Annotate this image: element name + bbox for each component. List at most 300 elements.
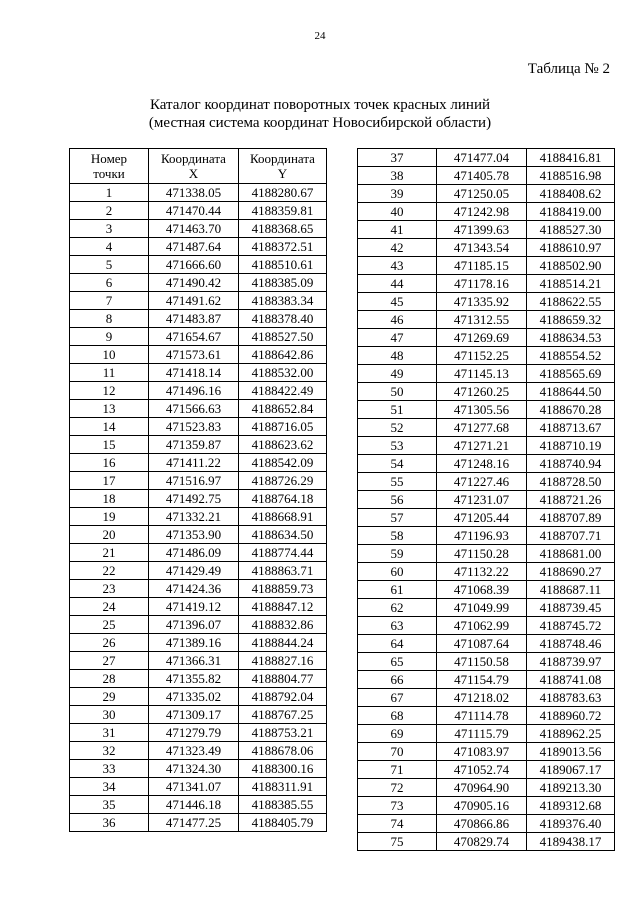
cell-coordinate-y: 4188859.73 xyxy=(239,580,327,598)
cell-coordinate-x: 471150.58 xyxy=(437,653,527,671)
table-row xyxy=(358,401,615,419)
table-row xyxy=(70,310,327,328)
cell-coordinate-x: 471205.44 xyxy=(437,509,527,527)
cell-point-number: 41 xyxy=(358,221,437,239)
cell-point-number: 63 xyxy=(358,617,437,635)
table-row xyxy=(70,328,327,346)
cell-coordinate-y: 4188687.11 xyxy=(527,581,615,599)
cell-coordinate-x: 471277.68 xyxy=(437,419,527,437)
cell-coordinate-y: 4188372.51 xyxy=(239,238,327,256)
cell-coordinate-y: 4189438.17 xyxy=(527,833,615,851)
cell-coordinate-y: 4188690.27 xyxy=(527,563,615,581)
cell-coordinate-y: 4188610.97 xyxy=(527,239,615,257)
cell-coordinate-x: 470866.86 xyxy=(437,815,527,833)
cell-coordinate-x: 471114.78 xyxy=(437,707,527,725)
cell-coordinate-y: 4188716.05 xyxy=(239,418,327,436)
cell-coordinate-x: 471335.02 xyxy=(149,688,239,706)
table-row xyxy=(358,329,615,347)
cell-point-number: 26 xyxy=(70,634,149,652)
cell-point-number: 10 xyxy=(70,346,149,364)
cell-coordinate-y: 4188623.62 xyxy=(239,436,327,454)
cell-coordinate-x: 471399.63 xyxy=(437,221,527,239)
cell-point-number: 23 xyxy=(70,580,149,598)
cell-coordinate-x: 471341.07 xyxy=(149,778,239,796)
cell-coordinate-x: 471389.16 xyxy=(149,634,239,652)
table-row xyxy=(70,814,327,832)
cell-coordinate-y: 4188960.72 xyxy=(527,707,615,725)
cell-coordinate-x: 471242.98 xyxy=(437,203,527,221)
table-row xyxy=(70,400,327,418)
cell-point-number: 28 xyxy=(70,670,149,688)
cell-coordinate-x: 470905.16 xyxy=(437,797,527,815)
cell-coordinate-y: 4188670.28 xyxy=(527,401,615,419)
cell-point-number: 40 xyxy=(358,203,437,221)
cell-coordinate-x: 471573.61 xyxy=(149,346,239,364)
table-row xyxy=(358,275,615,293)
table-row xyxy=(358,563,615,581)
table-row xyxy=(358,761,615,779)
cell-point-number: 61 xyxy=(358,581,437,599)
table-row xyxy=(70,436,327,454)
table-label: Таблица № 2 xyxy=(527,61,610,77)
cell-point-number: 75 xyxy=(358,833,437,851)
table-row xyxy=(70,778,327,796)
cell-coordinate-x: 470964.90 xyxy=(437,779,527,797)
table-row xyxy=(70,526,327,544)
cell-coordinate-y: 4188527.30 xyxy=(527,221,615,239)
cell-point-number: 27 xyxy=(70,652,149,670)
table-row xyxy=(358,437,615,455)
cell-coordinate-x: 470829.74 xyxy=(437,833,527,851)
cell-point-number: 62 xyxy=(358,599,437,617)
cell-coordinate-y: 4188385.55 xyxy=(239,796,327,814)
cell-point-number: 31 xyxy=(70,724,149,742)
cell-point-number: 59 xyxy=(358,545,437,563)
cell-coordinate-x: 471666.60 xyxy=(149,256,239,274)
cell-coordinate-y: 4188532.00 xyxy=(239,364,327,382)
cell-coordinate-x: 471470.44 xyxy=(149,202,239,220)
table-row xyxy=(70,580,327,598)
cell-coordinate-x: 471516.97 xyxy=(149,472,239,490)
table-row xyxy=(358,311,615,329)
table-row xyxy=(70,742,327,760)
cell-point-number: 22 xyxy=(70,562,149,580)
cell-point-number: 42 xyxy=(358,239,437,257)
cell-coordinate-y: 4188422.49 xyxy=(239,382,327,400)
cell-coordinate-y: 4188659.32 xyxy=(527,311,615,329)
table-row xyxy=(358,383,615,401)
table-row xyxy=(70,274,327,292)
cell-coordinate-x: 471309.17 xyxy=(149,706,239,724)
table-row xyxy=(358,455,615,473)
table-row xyxy=(358,365,615,383)
table-row xyxy=(70,706,327,724)
document-title xyxy=(0,96,640,132)
cell-coordinate-y: 4188792.04 xyxy=(239,688,327,706)
table-row xyxy=(70,346,327,364)
table-row xyxy=(70,796,327,814)
cell-coordinate-x: 471154.79 xyxy=(437,671,527,689)
cell-coordinate-x: 471231.07 xyxy=(437,491,527,509)
cell-point-number: 46 xyxy=(358,311,437,329)
cell-coordinate-x: 471405.78 xyxy=(437,167,527,185)
cell-coordinate-x: 471115.79 xyxy=(437,725,527,743)
cell-coordinate-y: 4188741.08 xyxy=(527,671,615,689)
cell-coordinate-y: 4188565.69 xyxy=(527,365,615,383)
table-row xyxy=(70,562,327,580)
cell-coordinate-y: 4188832.86 xyxy=(239,616,327,634)
cell-point-number: 52 xyxy=(358,419,437,437)
cell-coordinate-y: 4188844.24 xyxy=(239,634,327,652)
cell-coordinate-x: 471496.16 xyxy=(149,382,239,400)
cell-point-number: 51 xyxy=(358,401,437,419)
cell-point-number: 39 xyxy=(358,185,437,203)
cell-coordinate-x: 471305.56 xyxy=(437,401,527,419)
cell-point-number: 50 xyxy=(358,383,437,401)
cell-point-number: 29 xyxy=(70,688,149,706)
table-row xyxy=(70,670,327,688)
cell-point-number: 32 xyxy=(70,742,149,760)
cell-coordinate-x: 471196.93 xyxy=(437,527,527,545)
page-number: 24 xyxy=(314,30,326,42)
header-coordinate-x xyxy=(149,149,239,184)
table-row xyxy=(70,184,327,202)
cell-point-number: 21 xyxy=(70,544,149,562)
table-row xyxy=(358,293,615,311)
cell-coordinate-y: 4188405.79 xyxy=(239,814,327,832)
cell-coordinate-y: 4188740.94 xyxy=(527,455,615,473)
cell-coordinate-y: 4189067.17 xyxy=(527,761,615,779)
cell-point-number: 4 xyxy=(70,238,149,256)
cell-point-number: 20 xyxy=(70,526,149,544)
cell-coordinate-x: 471271.21 xyxy=(437,437,527,455)
cell-coordinate-y: 4188728.50 xyxy=(527,473,615,491)
cell-point-number: 65 xyxy=(358,653,437,671)
cell-point-number: 53 xyxy=(358,437,437,455)
cell-coordinate-y: 4188502.90 xyxy=(527,257,615,275)
cell-coordinate-x: 471312.55 xyxy=(437,311,527,329)
cell-coordinate-y: 4189213.30 xyxy=(527,779,615,797)
cell-point-number: 16 xyxy=(70,454,149,472)
cell-coordinate-y: 4188739.97 xyxy=(527,653,615,671)
cell-coordinate-y: 4188644.50 xyxy=(527,383,615,401)
cell-coordinate-y: 4188634.50 xyxy=(239,526,327,544)
cell-coordinate-y: 4188416.81 xyxy=(527,149,615,167)
cell-point-number: 36 xyxy=(70,814,149,832)
title-line-2: (местная система координат Новосибирской области) xyxy=(148,115,492,131)
header-y-line-2: Y xyxy=(277,166,288,181)
cell-coordinate-x: 471052.74 xyxy=(437,761,527,779)
cell-point-number: 1 xyxy=(70,184,149,202)
cell-coordinate-y: 4188767.25 xyxy=(239,706,327,724)
cell-point-number: 48 xyxy=(358,347,437,365)
cell-coordinate-x: 471424.36 xyxy=(149,580,239,598)
cell-coordinate-x: 471323.49 xyxy=(149,742,239,760)
cell-coordinate-y: 4188642.86 xyxy=(239,346,327,364)
cell-coordinate-y: 4188359.81 xyxy=(239,202,327,220)
table-row xyxy=(358,779,615,797)
cell-point-number: 43 xyxy=(358,257,437,275)
table-row xyxy=(70,724,327,742)
cell-coordinate-y: 4188804.77 xyxy=(239,670,327,688)
cell-coordinate-y: 4188774.44 xyxy=(239,544,327,562)
cell-coordinate-y: 4188783.63 xyxy=(527,689,615,707)
cell-coordinate-x: 471062.99 xyxy=(437,617,527,635)
header-coordinate-y xyxy=(239,149,327,184)
cell-coordinate-x: 471260.25 xyxy=(437,383,527,401)
cell-coordinate-y: 4188827.16 xyxy=(239,652,327,670)
table-row xyxy=(358,743,615,761)
header-x-line-1: Координата xyxy=(161,151,226,166)
table-row xyxy=(358,239,615,257)
cell-coordinate-y: 4188280.67 xyxy=(239,184,327,202)
cell-coordinate-y: 4188542.09 xyxy=(239,454,327,472)
cell-coordinate-y: 4188863.71 xyxy=(239,562,327,580)
cell-coordinate-x: 471250.05 xyxy=(437,185,527,203)
cell-point-number: 57 xyxy=(358,509,437,527)
table-row xyxy=(70,382,327,400)
cell-point-number: 37 xyxy=(358,149,437,167)
cell-coordinate-x: 471411.22 xyxy=(149,454,239,472)
table-row xyxy=(70,292,327,310)
cell-point-number: 12 xyxy=(70,382,149,400)
cell-point-number: 25 xyxy=(70,616,149,634)
cell-coordinate-x: 471185.15 xyxy=(437,257,527,275)
cell-point-number: 17 xyxy=(70,472,149,490)
cell-coordinate-x: 471269.69 xyxy=(437,329,527,347)
table-row xyxy=(358,167,615,185)
table-row xyxy=(70,688,327,706)
table-row xyxy=(70,544,327,562)
cell-coordinate-y: 4188668.91 xyxy=(239,508,327,526)
cell-coordinate-y: 4189013.56 xyxy=(527,743,615,761)
cell-coordinate-x: 471463.70 xyxy=(149,220,239,238)
cell-point-number: 14 xyxy=(70,418,149,436)
cell-point-number: 74 xyxy=(358,815,437,833)
cell-point-number: 18 xyxy=(70,490,149,508)
table-row xyxy=(358,221,615,239)
cell-coordinate-x: 471486.09 xyxy=(149,544,239,562)
cell-coordinate-x: 471355.82 xyxy=(149,670,239,688)
table-row xyxy=(70,652,327,670)
table-row xyxy=(358,347,615,365)
table-row xyxy=(358,509,615,527)
title-line-1: Каталог координат поворотных точек красных линий xyxy=(149,97,491,113)
cell-point-number: 64 xyxy=(358,635,437,653)
header-point-number xyxy=(70,149,149,184)
table-row xyxy=(358,149,615,167)
cell-coordinate-x: 471523.83 xyxy=(149,418,239,436)
cell-point-number: 3 xyxy=(70,220,149,238)
cell-coordinate-y: 4188753.21 xyxy=(239,724,327,742)
cell-coordinate-y: 4188516.98 xyxy=(527,167,615,185)
cell-point-number: 49 xyxy=(358,365,437,383)
cell-point-number: 54 xyxy=(358,455,437,473)
cell-coordinate-y: 4188527.50 xyxy=(239,328,327,346)
cell-point-number: 55 xyxy=(358,473,437,491)
table-row xyxy=(358,545,615,563)
cell-coordinate-y: 4188622.55 xyxy=(527,293,615,311)
cell-coordinate-x: 471429.49 xyxy=(149,562,239,580)
cell-point-number: 72 xyxy=(358,779,437,797)
cell-coordinate-x: 471279.79 xyxy=(149,724,239,742)
cell-coordinate-x: 471366.31 xyxy=(149,652,239,670)
cell-point-number: 73 xyxy=(358,797,437,815)
cell-point-number: 30 xyxy=(70,706,149,724)
cell-point-number: 9 xyxy=(70,328,149,346)
cell-point-number: 6 xyxy=(70,274,149,292)
cell-coordinate-x: 471218.02 xyxy=(437,689,527,707)
cell-coordinate-y: 4188368.65 xyxy=(239,220,327,238)
table-row xyxy=(70,508,327,526)
table-row xyxy=(358,617,615,635)
cell-point-number: 71 xyxy=(358,761,437,779)
cell-coordinate-y: 4188764.18 xyxy=(239,490,327,508)
coordinates-table-right xyxy=(357,148,615,851)
cell-coordinate-x: 471343.54 xyxy=(437,239,527,257)
table-row xyxy=(70,202,327,220)
table-row xyxy=(70,364,327,382)
cell-coordinate-y: 4188554.52 xyxy=(527,347,615,365)
cell-point-number: 35 xyxy=(70,796,149,814)
table-row xyxy=(70,634,327,652)
cell-coordinate-x: 471477.25 xyxy=(149,814,239,832)
cell-point-number: 56 xyxy=(358,491,437,509)
cell-point-number: 66 xyxy=(358,671,437,689)
cell-point-number: 2 xyxy=(70,202,149,220)
cell-point-number: 8 xyxy=(70,310,149,328)
cell-coordinate-x: 471332.21 xyxy=(149,508,239,526)
cell-point-number: 70 xyxy=(358,743,437,761)
table-row xyxy=(358,473,615,491)
cell-point-number: 11 xyxy=(70,364,149,382)
table-row xyxy=(358,689,615,707)
cell-coordinate-y: 4189376.40 xyxy=(527,815,615,833)
cell-coordinate-y: 4188739.45 xyxy=(527,599,615,617)
table-header-row xyxy=(70,149,327,184)
cell-point-number: 33 xyxy=(70,760,149,778)
cell-coordinate-y: 4188681.00 xyxy=(527,545,615,563)
cell-point-number: 15 xyxy=(70,436,149,454)
cell-coordinate-y: 4188713.67 xyxy=(527,419,615,437)
cell-coordinate-y: 4188726.29 xyxy=(239,472,327,490)
cell-coordinate-x: 471145.13 xyxy=(437,365,527,383)
cell-coordinate-y: 4188748.46 xyxy=(527,635,615,653)
cell-point-number: 47 xyxy=(358,329,437,347)
table-row xyxy=(358,419,615,437)
cell-point-number: 7 xyxy=(70,292,149,310)
cell-coordinate-x: 471446.18 xyxy=(149,796,239,814)
header-y-line-1: Координата xyxy=(250,151,315,166)
table-row xyxy=(358,815,615,833)
cell-coordinate-x: 471049.99 xyxy=(437,599,527,617)
cell-point-number: 13 xyxy=(70,400,149,418)
cell-point-number: 19 xyxy=(70,508,149,526)
cell-coordinate-x: 471359.87 xyxy=(149,436,239,454)
cell-coordinate-y: 4188300.16 xyxy=(239,760,327,778)
cell-coordinate-x: 471083.97 xyxy=(437,743,527,761)
cell-coordinate-x: 471566.63 xyxy=(149,400,239,418)
table-row xyxy=(358,599,615,617)
coordinates-table-left xyxy=(69,148,327,832)
table-row xyxy=(358,635,615,653)
cell-coordinate-y: 4188311.91 xyxy=(239,778,327,796)
cell-coordinate-x: 471654.67 xyxy=(149,328,239,346)
table-row xyxy=(358,491,615,509)
cell-point-number: 67 xyxy=(358,689,437,707)
cell-coordinate-y: 4188678.06 xyxy=(239,742,327,760)
header-x-line-2: X xyxy=(188,166,199,181)
cell-coordinate-x: 471418.14 xyxy=(149,364,239,382)
table-row xyxy=(70,220,327,238)
table-row xyxy=(70,418,327,436)
cell-point-number: 60 xyxy=(358,563,437,581)
cell-coordinate-x: 471487.64 xyxy=(149,238,239,256)
cell-point-number: 45 xyxy=(358,293,437,311)
cell-point-number: 69 xyxy=(358,725,437,743)
cell-coordinate-y: 4188962.25 xyxy=(527,725,615,743)
cell-point-number: 5 xyxy=(70,256,149,274)
cell-coordinate-x: 471419.12 xyxy=(149,598,239,616)
cell-point-number: 44 xyxy=(358,275,437,293)
cell-point-number: 68 xyxy=(358,707,437,725)
cell-coordinate-y: 4188707.89 xyxy=(527,509,615,527)
cell-coordinate-y: 4188710.19 xyxy=(527,437,615,455)
cell-coordinate-y: 4188652.84 xyxy=(239,400,327,418)
cell-coordinate-x: 471353.90 xyxy=(149,526,239,544)
table-row xyxy=(358,203,615,221)
table-row xyxy=(358,185,615,203)
cell-coordinate-y: 4188419.00 xyxy=(527,203,615,221)
cell-coordinate-x: 471338.05 xyxy=(149,184,239,202)
table-row xyxy=(70,490,327,508)
table-row xyxy=(358,581,615,599)
cell-coordinate-x: 471396.07 xyxy=(149,616,239,634)
table-row xyxy=(358,527,615,545)
cell-coordinate-x: 471227.46 xyxy=(437,473,527,491)
cell-coordinate-x: 471477.04 xyxy=(437,149,527,167)
header-point-line-2: точки xyxy=(93,166,125,181)
cell-coordinate-y: 4188707.71 xyxy=(527,527,615,545)
table-row xyxy=(70,598,327,616)
table-row xyxy=(358,797,615,815)
cell-coordinate-x: 471132.22 xyxy=(437,563,527,581)
table-row xyxy=(70,472,327,490)
cell-coordinate-y: 4188383.34 xyxy=(239,292,327,310)
cell-point-number: 58 xyxy=(358,527,437,545)
table-row xyxy=(70,616,327,634)
cell-coordinate-x: 471492.75 xyxy=(149,490,239,508)
table-row xyxy=(70,238,327,256)
cell-coordinate-y: 4188847.12 xyxy=(239,598,327,616)
cell-coordinate-y: 4188745.72 xyxy=(527,617,615,635)
table-row xyxy=(358,725,615,743)
cell-coordinate-x: 471150.28 xyxy=(437,545,527,563)
cell-point-number: 24 xyxy=(70,598,149,616)
header-point-line-1: Номер xyxy=(90,151,128,166)
cell-coordinate-y: 4188634.53 xyxy=(527,329,615,347)
table-row xyxy=(358,833,615,851)
cell-coordinate-x: 471068.39 xyxy=(437,581,527,599)
cell-coordinate-x: 471490.42 xyxy=(149,274,239,292)
cell-coordinate-y: 4188378.40 xyxy=(239,310,327,328)
cell-coordinate-y: 4188385.09 xyxy=(239,274,327,292)
cell-coordinate-x: 471087.64 xyxy=(437,635,527,653)
table-row xyxy=(358,671,615,689)
table-row xyxy=(70,256,327,274)
cell-coordinate-x: 471483.87 xyxy=(149,310,239,328)
cell-coordinate-y: 4188721.26 xyxy=(527,491,615,509)
